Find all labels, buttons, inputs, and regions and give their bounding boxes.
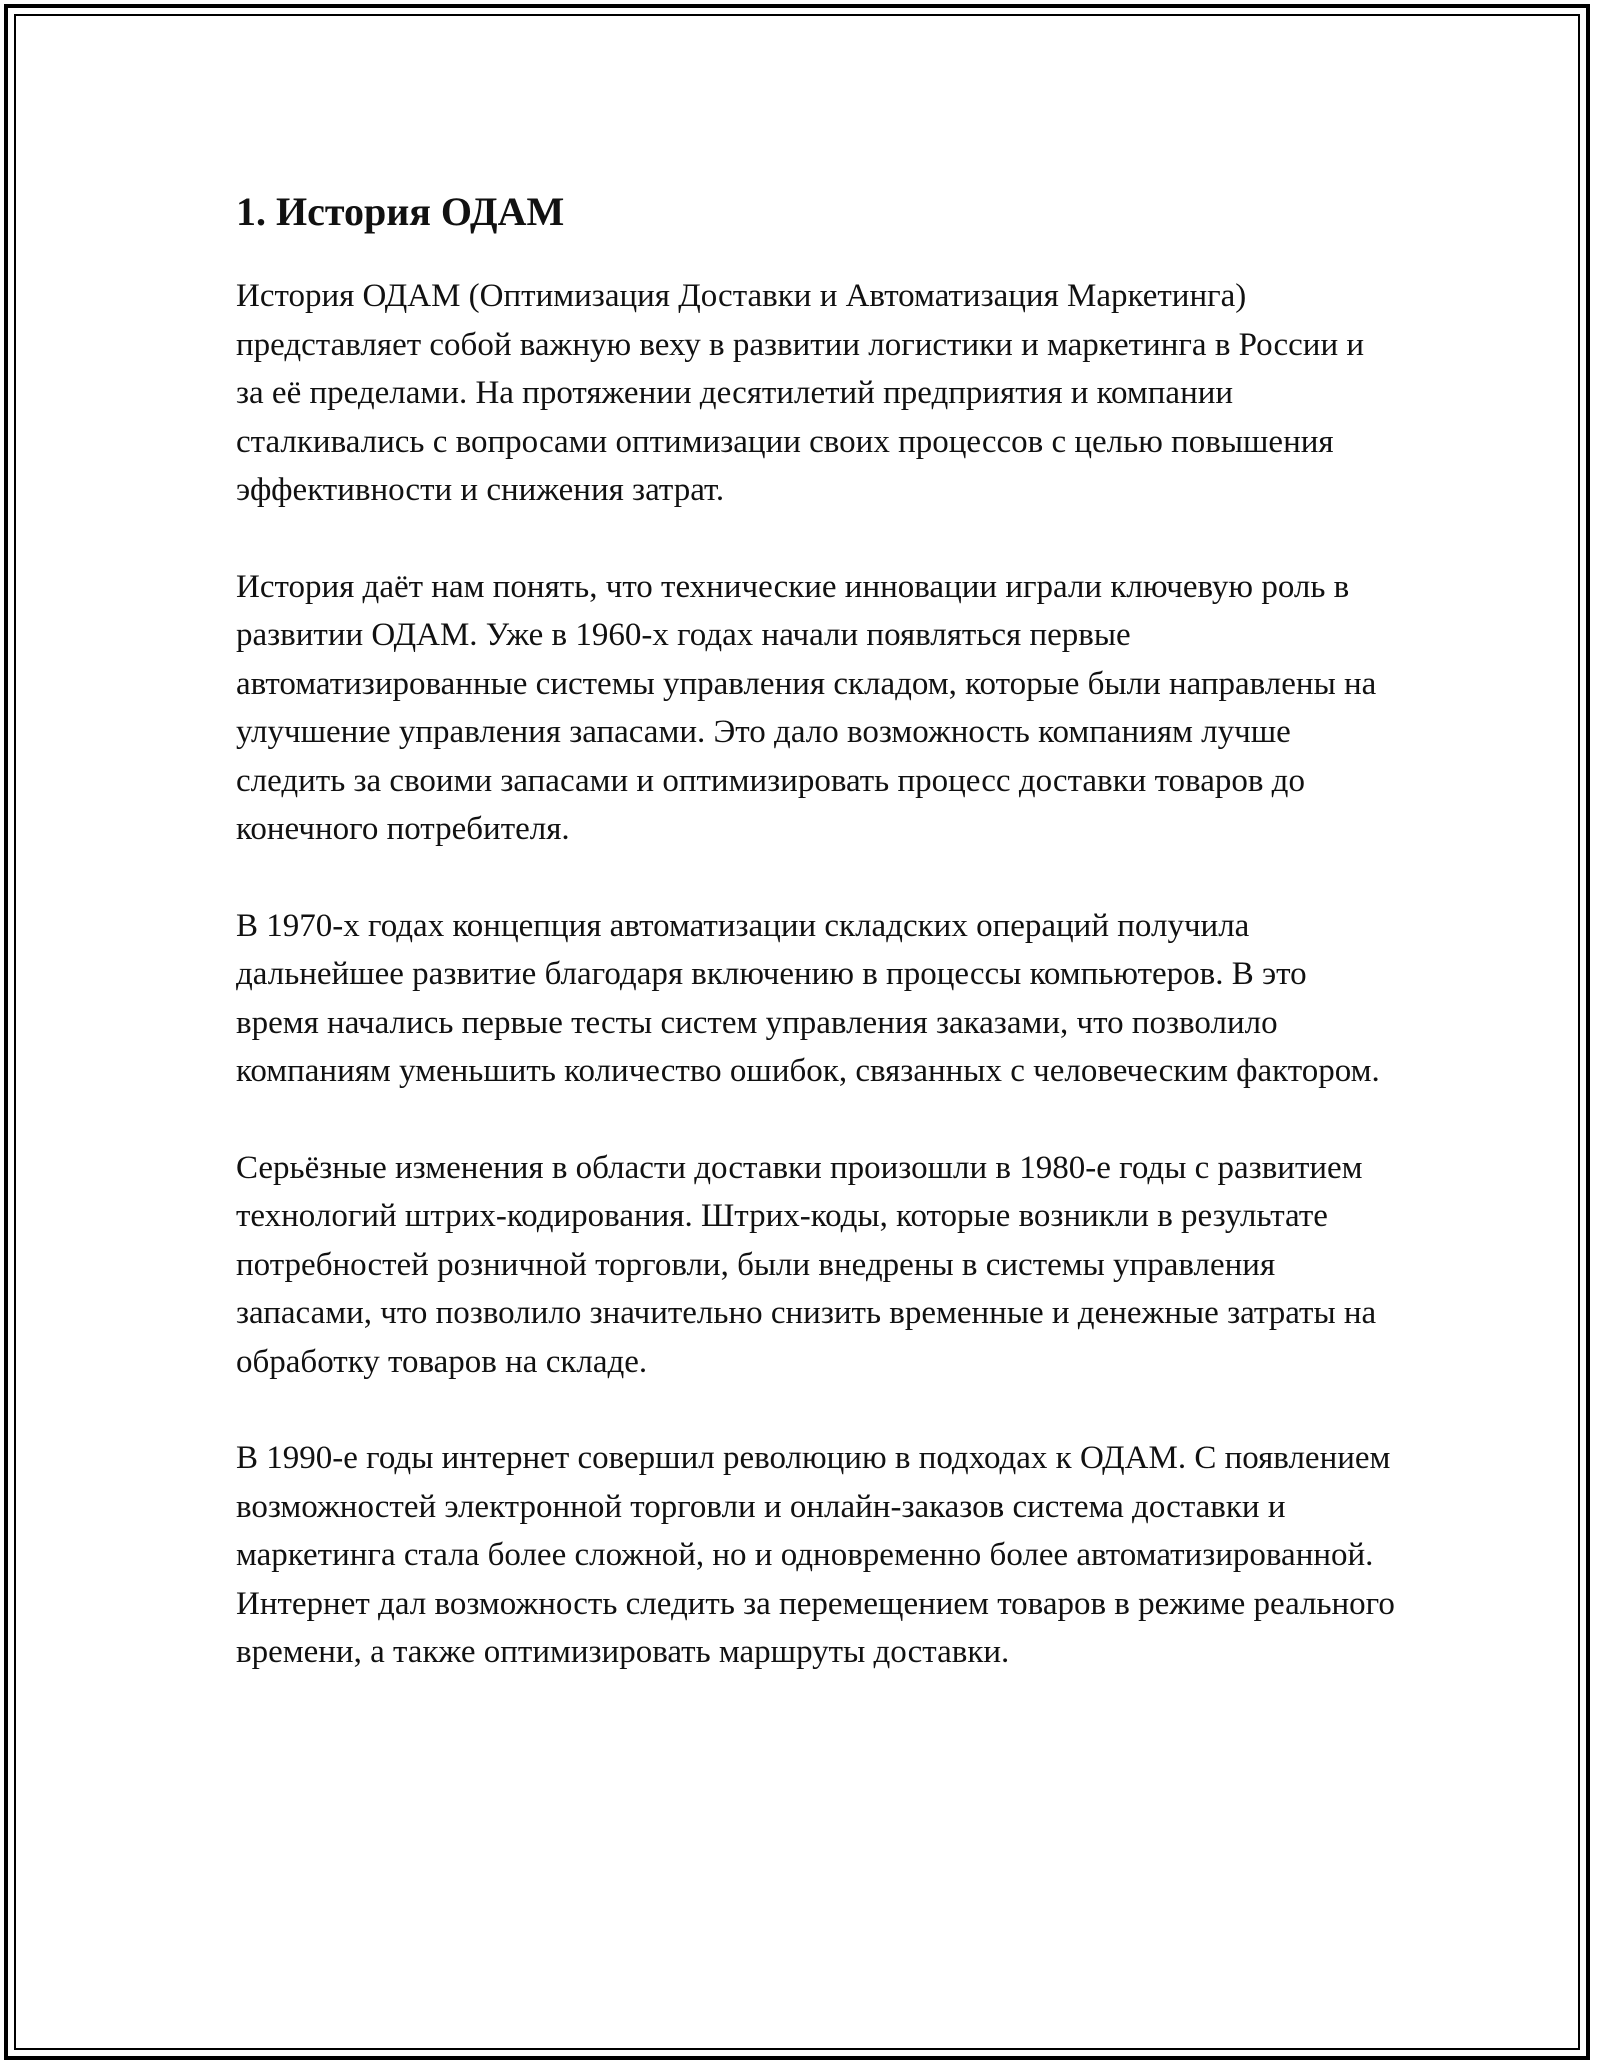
paragraph-5: В 1990-е годы интернет совершил революцию в подходах к ОДАМ. С появлением возможностей электронной торговли и онлайн-заказов система доставки и маркетинга стала более сложной, но и одновременно более автоматизированной. Интернет дал возможность следить за перемещением товаров в режиме реального времени, а также оптимизировать маршруты доставки. [236,1440,1395,1670]
paragraph-1: История ОДАМ (Оптимизация Доставки и Автоматизация Маркетинга) представляет собой важную веху в развитии логистики и маркетинга в России и за её пределами. На протяжении десятилетий предприятия и компании сталкивались с вопросами оптимизации своих процессов с целью повышения эффективности и снижения затрат. [236,278,1365,508]
section-heading: 1. История ОДАМ [236,189,565,234]
paragraph-2: История даёт нам понять, что технические инновации играли ключевую роль в развитии ОДАМ. Уже в 1960-х годах начали появляться первые автоматизированные системы управления складом, которые были направлены на улучшение управления запасами. Это дало возможность компаниям лучше следить за своими запасами и оптимизировать процесс доставки товаров до конечного потребителя. [236,568,1377,847]
paragraph-4: Серьёзные изменения в области доставки произошли в 1980-е годы с развитием технологий штрих-кодирования. Штрих-коды, которые возникли в результате потребностей розничной торговли, были внедрены в системы управления запасами, что позволило значительно снизить временные и денежные затраты на обработку товаров на складе. [236,1149,1377,1380]
document-body [236,186,1396,1725]
paragraph-3: В 1970-х годах концепция автоматизации складских операций получила дальнейшее развитие благодаря включению в процессы компьютеров. В это время начались первые тесты систем управления заказами, что позволило компаниям уменьшить количество ошибок, связанных с человеческим фактором. [236,907,1380,1089]
